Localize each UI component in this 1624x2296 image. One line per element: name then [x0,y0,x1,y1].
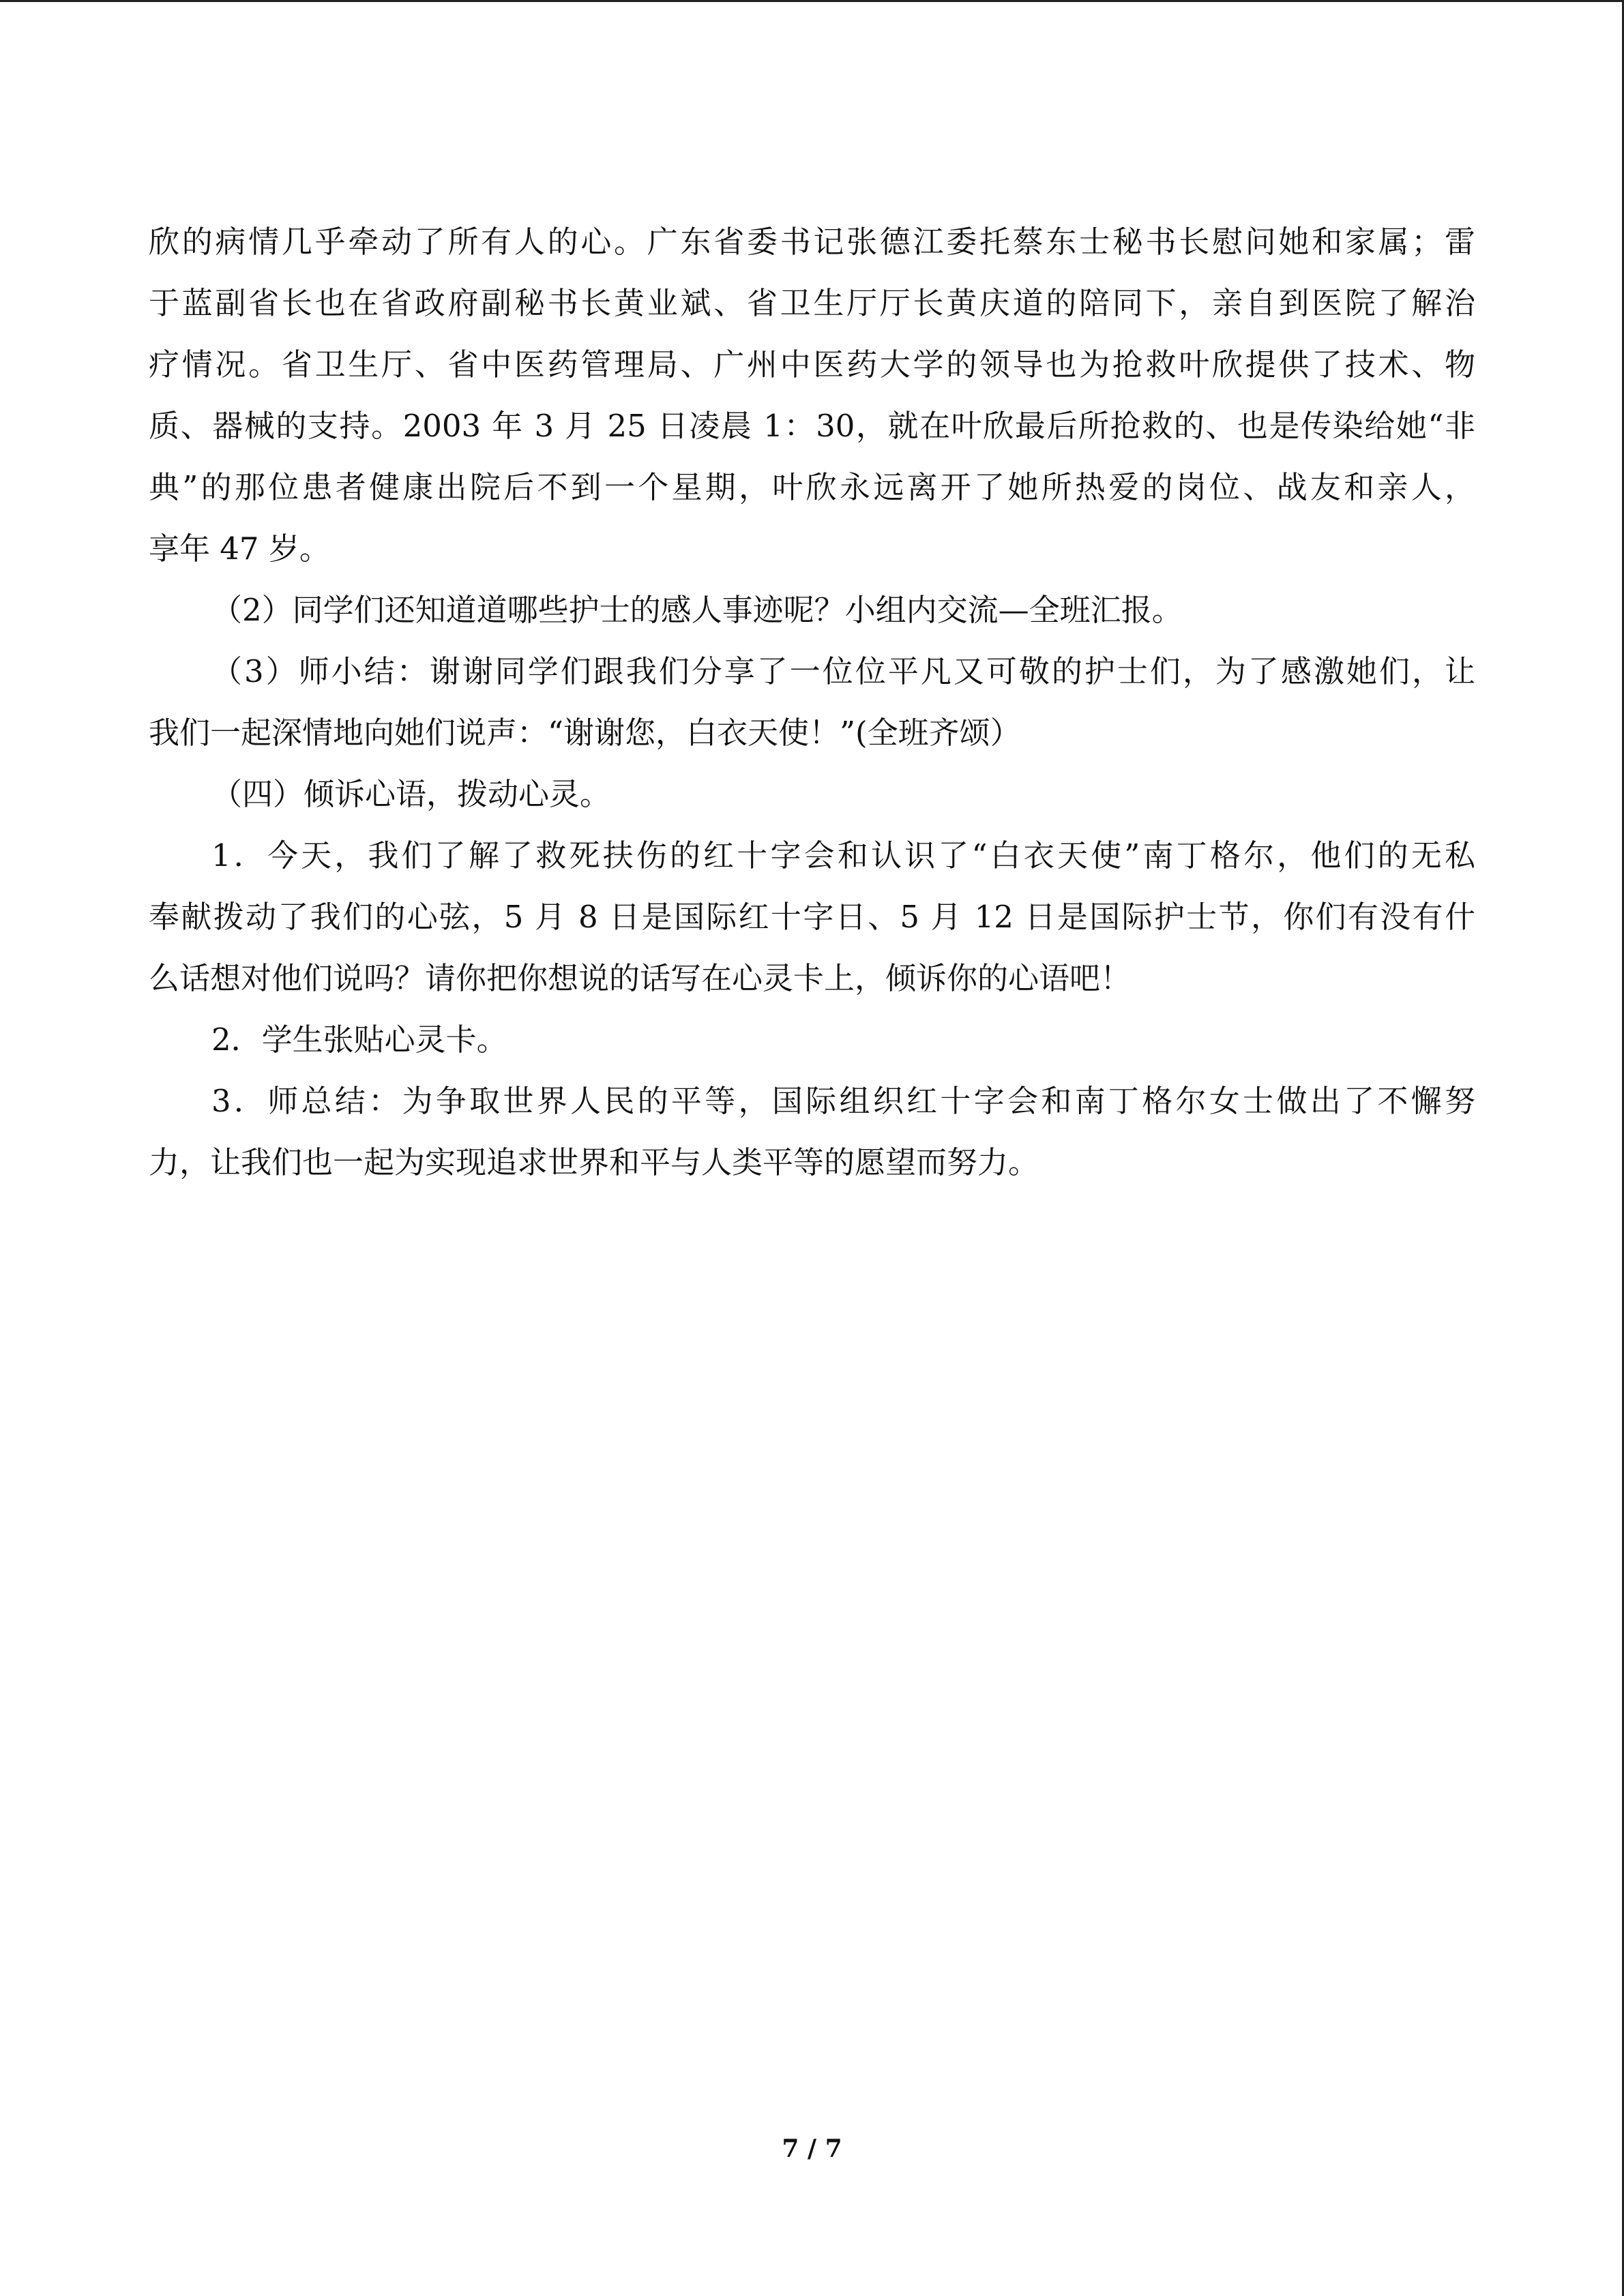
text-line: （3）师小结：谢谢同学们跟我们分享了一位位平凡又可敬的护士们，为了感激她们，让 [211,653,1475,689]
document-body [149,211,1475,1193]
text-line: （2）同学们还知道道哪些护士的感人事迹呢？小组内交流—全班汇报。 [211,592,1183,628]
text-line: 1．今天，我们了解了救死扶伤的红十字会和认识了“白衣天使”南丁格尔，他们的无私 [211,837,1475,874]
text-line: 欣的病情几乎牵动了所有人的心。广东省委书记张德江委托蔡东士秘书长慰问她和家属；雷 [149,224,1475,260]
text-line: 么话想对他们说吗？请你把你想说的话写在心灵卡上，倾诉你的心语吧！ [149,960,1132,996]
text-line: 我们一起深情地向她们说声：“谢谢您，白衣天使！”(全班齐颂） [149,715,1021,751]
page-number: 7 / 7 [782,2134,842,2163]
text-line: 2．学生张贴心灵卡。 [211,1022,507,1058]
page-border-top [0,0,1624,2]
section-heading: （四）倾诉心语，拨动心灵。 [211,776,611,812]
text-line: 奉献拨动了我们的心弦，5 月 8 日是国际红十字日、5 月 12 日是国际护士节，你们有没有什 [149,899,1475,935]
text-line: 质、器械的支持。2003 年 3 月 25 日凌晨 1：30，就在叶欣最后所抢救的、也是传染给她“非 [149,408,1475,444]
text-line: 3．师总结：为争取世界人民的平等，国际组织红十字会和南丁格尔女士做出了不懈努 [211,1083,1475,1119]
text-line: 于蓝副省长也在省政府副秘书长黄业斌、省卫生厅厅长黄庆道的陪同下，亲自到医院了解治 [149,285,1475,321]
text-line: 享年 47 岁。 [149,531,330,567]
text-line: 力，让我们也一起为实现追求世界和平与人类平等的愿望而努力。 [149,1144,1039,1180]
text-line: 典”的那位患者健康出院后不到一个星期，叶欣永远离开了她所热爱的岗位、战友和亲人， [149,469,1475,505]
text-line: 疗情况。省卫生厅、省中医药管理局、广州中医药大学的领导也为抢救叶欣提供了技术、物 [149,346,1475,383]
